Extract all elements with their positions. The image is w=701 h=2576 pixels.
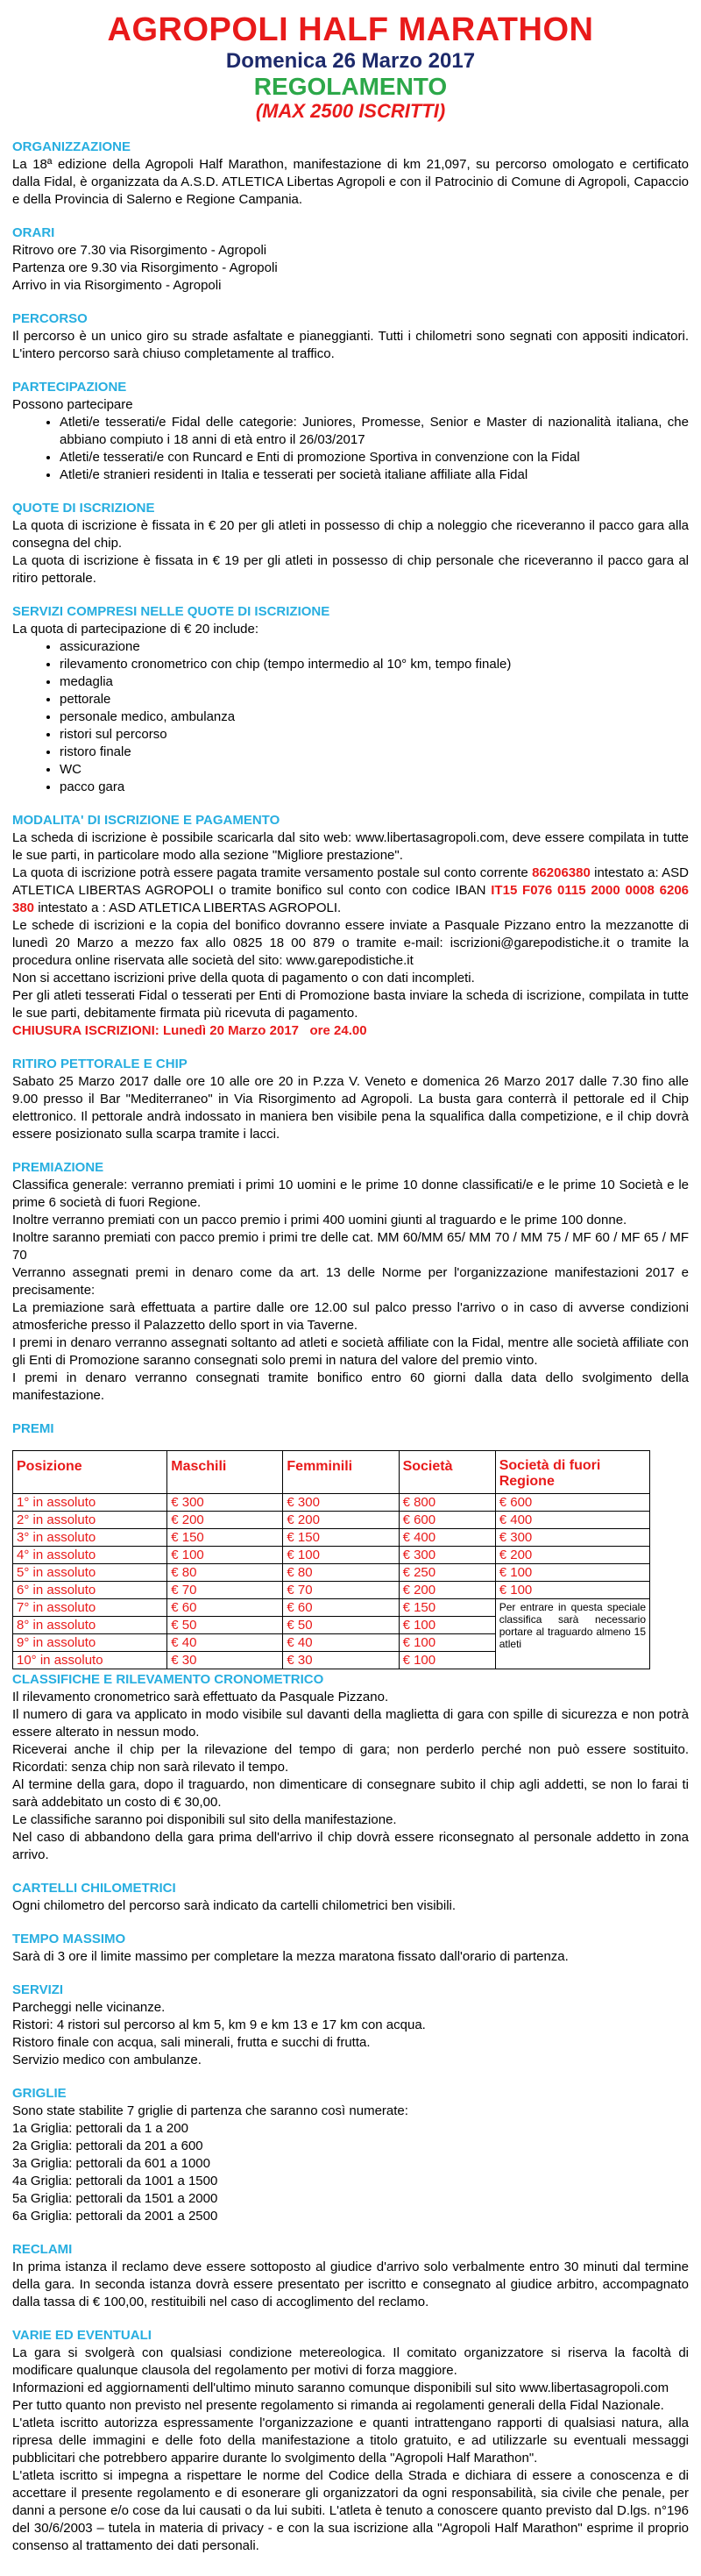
- table-cell: € 60: [167, 1599, 283, 1617]
- table-cell: € 600: [495, 1494, 649, 1512]
- table-cell: € 100: [399, 1634, 495, 1652]
- section-text: Le classifiche saranno poi disponibili sul sito della manifestazione.: [12, 1812, 397, 1827]
- table-cell: € 200: [167, 1512, 283, 1529]
- section-text: L'atleta iscritto autorizza espressamente l'organizzazione e quanti intrattengano rapporti di qualsiasi natura, alla ripresa delle immagini e delle foto della manifestazione a titolo gratuito, e ad utilizzarle su eventuali messaggi pubblicitari che potrebbero apparire durante lo svolgimento della "Agropoli Half Marathon".: [12, 2416, 689, 2466]
- table-cell: € 50: [167, 1617, 283, 1634]
- table-cell: € 100: [283, 1547, 399, 1564]
- list-item: • Atleti/e stranieri residenti in Italia e tesserati per società italiane affiliate alla Fidal: [60, 466, 689, 484]
- section-heading: CLASSIFICHE E RILEVAMENTO CRONOMETRICO: [12, 1672, 324, 1687]
- table-cell: € 40: [167, 1634, 283, 1652]
- list-item: • WC: [60, 761, 689, 779]
- table-row: [13, 1512, 650, 1529]
- text-run: intestato a : ASD ATLETICA LIBERTAS AGROPOLI.: [34, 900, 342, 915]
- section-heading: PARTECIPAZIONE: [12, 380, 127, 395]
- text-run: La quota di iscrizione potrà essere pagata tramite versamento postale sul conto corrente: [12, 865, 533, 880]
- section-heading: TEMPO MASSIMO: [12, 1932, 126, 1946]
- orari-line: Arrivo in via Risorgimento - Agropoli: [12, 278, 222, 293]
- table-cell: € 150: [399, 1599, 495, 1617]
- list-item: • pettorale: [60, 691, 689, 708]
- section-text: Per gli atleti tesserati Fidal o tesserati per Enti di Promozione basta inviare la scheda di iscrizione, compilata in tutte le sue parti, debitamente firmata più ricevuta di pagamento.: [12, 988, 689, 1021]
- griglia-line: 2a Griglia: pettorali da 201 a 600: [12, 2138, 203, 2153]
- section-intro: La quota di partecipazione di € 20 include:: [12, 622, 259, 637]
- section-heading: RECLAMI: [12, 2242, 73, 2257]
- table-cell: € 200: [399, 1582, 495, 1599]
- table-cell: 2° in assoluto: [13, 1512, 167, 1529]
- servizi-line: Servizio medico con ambulanze.: [12, 2053, 202, 2067]
- section-text: La scheda di iscrizione è possibile scaricarla dal sito web: www.libertasagropoli.com, deve essere compilata in tutte le sue parti, in particolare modo alla sezione "Migliore prestazione".: [12, 830, 689, 863]
- section-heading: VARIE ED EVENTUALI: [12, 2328, 152, 2343]
- section-text: I premi in denaro verranno assegnati soltanto ad atleti e società affiliate con la Fidal, mentre alle società affiliate con gli Enti di Promozione saranno consegnati solo premi in natura del valore del premio vinto.: [12, 1335, 689, 1368]
- table-cell: € 100: [495, 1582, 649, 1599]
- section-heading: RITIRO PETTORALE E CHIP: [12, 1057, 188, 1071]
- list-item: • rilevamento cronometrico con chip (tempo intermedio al 10° km, tempo finale): [60, 656, 689, 673]
- quote-line: La quota di iscrizione è fissata in € 19 per gli atleti in possesso di chip personale che riceveranno il pacco gara al ritiro pettorale.: [12, 553, 689, 586]
- section-text: L'atleta iscritto si impegna a rispettare le norme del Codice della Strada e dichiara di essere a conoscenza e di accettare il presente regolamento e di esonerare gli organizzatori da ogni responsabilità, sia civile che penale, per danni a persone e/o cose da lui causati o da lui subiti. L'atleta è tenuto a conoscere quanto previsto dal D.lgs. n°196 del 30/6/2003 – tutela in materia di privacy - e con la sua iscrizione alla "Agropoli Half Marathon" esprime il proprio consenso al trattamento dei dati personali.: [12, 2468, 689, 2553]
- table-cell: € 250: [399, 1564, 495, 1582]
- table-cell: € 80: [167, 1564, 283, 1582]
- section-text: I premi in denaro verranno consegnati tramite bonifico entro 60 giorni dalla data dello svolgimento della manifestazione.: [12, 1370, 689, 1403]
- column-header: Società: [399, 1451, 495, 1494]
- section-text: Verranno assegnati premi in denaro come da art. 13 delle Norme per l'organizzazione manifestazioni 2017 e precisamente:: [12, 1265, 689, 1298]
- prize-table: [12, 1450, 650, 1669]
- section-text: La 18ª edizione della Agropoli Half Marathon, manifestazione di km 21,097, su percorso omologato e certificato dalla Fidal, è organizzata da A.S.D. ATLETICA Libertas Agropoli e con il Patrocinio di Comune di Agropoli, Capaccio e della Provincia di Salerno e Regione Campania.: [12, 157, 689, 207]
- section-text: Il percorso è un unico giro su strade asfaltate e pianeggianti. Tutti i chilometri sono segnati con appositi indicatori. L'intero percorso sarà chiuso completamente al traffico.: [12, 329, 689, 361]
- section-text: In prima istanza il reclamo deve essere sottoposto al giudice d'arrivo solo verbalmente entro 30 minuti dal termine della gara. In seconda istanza dovrà essere presentato per iscritto e consegnato al giudice arbitro, accompagnato dalla tassa di € 100,00, restituibili nel caso di accoglimento del reclamo.: [12, 2259, 689, 2309]
- section-text: Inoltre saranno premiati con pacco premio i primi tre delle cat. MM 60/MM 65/ MM 70 / MM 75 / MF 60 / MF 65 / MF 70: [12, 1230, 689, 1263]
- griglia-line: 4a Griglia: pettorali da 1001 a 1500: [12, 2174, 218, 2188]
- griglia-line: 3a Griglia: pettorali da 601 a 1000: [12, 2156, 210, 2171]
- orari-line: Ritrovo ore 7.30 via Risorgimento - Agropoli: [12, 243, 267, 258]
- section-heading: SERVIZI COMPRESI NELLE QUOTE DI ISCRIZIONE: [12, 604, 330, 619]
- table-cell: € 30: [167, 1652, 283, 1669]
- table-cell: € 30: [283, 1652, 399, 1669]
- section-premiazione: [12, 1159, 689, 1405]
- column-header: Posizione: [13, 1451, 167, 1494]
- table-cell: € 800: [399, 1494, 495, 1512]
- section-heading: SERVIZI: [12, 1982, 64, 1997]
- section-classifiche: [12, 1671, 689, 1864]
- section-text: Sarà di 3 ore il limite massimo per completare la mezza maratona fissato dall'orario di partenza.: [12, 1949, 569, 1964]
- table-note: Per entrare in questa speciale classifica sarà necessario portare al traguardo almeno 15 atleti: [495, 1599, 649, 1669]
- postal-account-number: 86206380: [532, 865, 591, 880]
- table-cell: € 150: [167, 1529, 283, 1547]
- table-cell: € 300: [495, 1529, 649, 1547]
- table-cell: € 40: [283, 1634, 399, 1652]
- section-heading: PERCORSO: [12, 311, 88, 326]
- table-row: [13, 1582, 650, 1599]
- section-text: Ogni chilometro del percorso sarà indicato da cartelli chilometrici ben visibili.: [12, 1898, 457, 1913]
- section-text: Inoltre verranno premiati con un pacco premio i primi 400 uomini giunti al traguardo e le prime 100 donne.: [12, 1213, 627, 1228]
- list-item: • medaglia: [60, 673, 689, 691]
- list-item: • assicurazione: [60, 638, 689, 656]
- table-cell: € 60: [283, 1599, 399, 1617]
- table-cell: 9° in assoluto: [13, 1634, 167, 1652]
- section-modalita: [12, 812, 689, 1040]
- table-cell: 3° in assoluto: [13, 1529, 167, 1547]
- partecipazione-list: [12, 414, 689, 484]
- section-organizzazione: [12, 139, 689, 209]
- griglia-line: 1a Griglia: pettorali da 1 a 200: [12, 2121, 188, 2136]
- griglia-line: 6a Griglia: pettorali da 2001 a 2500: [12, 2209, 218, 2224]
- section-tempo-massimo: [12, 1931, 689, 1966]
- section-intro: Possono partecipare: [12, 397, 133, 412]
- table-header-row: [13, 1451, 650, 1494]
- orari-line: Partenza ore 9.30 via Risorgimento - Agropoli: [12, 260, 278, 275]
- section-text: Non si accettano iscrizioni prive della quota di pagamento o con dati incompleti.: [12, 971, 475, 986]
- prize-table-body: [13, 1494, 650, 1669]
- section-text: Nel caso di abbandono della gara prima dell'arrivo il chip dovrà essere riconsegnato al personale addetto in zona arrivo.: [12, 1830, 689, 1862]
- griglia-line: 5a Griglia: pettorali da 1501 a 2000: [12, 2191, 218, 2206]
- table-cell: € 100: [167, 1547, 283, 1564]
- section-servizi-quote: [12, 603, 689, 796]
- section-servizi: [12, 1982, 689, 2069]
- section-premi: [12, 1420, 689, 1669]
- section-text: Classifica generale: verranno premiati i primi 10 uomini e le prime 10 donne classificati/e e le prime 10 Società e le prime 6 società di fuori Regione.: [12, 1178, 689, 1210]
- section-text: Per tutto quanto non previsto nel presente regolamento si rimanda ai regolamenti generali della Fidal Nazionale.: [12, 2398, 664, 2413]
- page-title: AGROPOLI HALF MARATHON: [107, 11, 594, 48]
- section-cartelli: [12, 1880, 689, 1915]
- table-cell: € 200: [283, 1512, 399, 1529]
- table-cell: € 100: [399, 1652, 495, 1669]
- section-heading: ORGANIZZAZIONE: [12, 139, 131, 154]
- table-cell: € 150: [283, 1529, 399, 1547]
- section-text: La premiazione sarà effettuata a partire dalle ore 12.00 sul palco presso l'arrivo o in caso di avverse condizioni atmosferiche presso il Palazzetto dello sport in via Taverne.: [12, 1300, 689, 1333]
- section-heading: PREMI: [12, 1421, 54, 1436]
- section-intro: Sono state stabilite 7 griglie di partenza che saranno così numerate:: [12, 2103, 408, 2118]
- section-text: La gara si svolgerà con qualsiasi condizione metereologica. Il comitato organizzatore si riserva la facoltà di modificare qualunque clausola del regolamento per motivi di forza maggiore.: [12, 2345, 689, 2378]
- table-cell: € 100: [495, 1564, 649, 1582]
- table-cell: € 50: [283, 1617, 399, 1634]
- section-varie: [12, 2327, 689, 2555]
- section-orari: [12, 224, 689, 295]
- servizi-list: [12, 638, 689, 796]
- section-heading: GRIGLIE: [12, 2086, 67, 2101]
- table-cell: € 300: [283, 1494, 399, 1512]
- section-heading: MODALITA' DI ISCRIZIONE E PAGAMENTO: [12, 813, 280, 828]
- payment-text: [12, 865, 689, 917]
- max-participants: (MAX 2500 ISCRITTI): [255, 100, 446, 122]
- section-text: Sabato 25 Marzo 2017 dalle ore 10 alle ore 20 in P.zza V. Veneto e domenica 26 Marzo 2017 dalle 7.30 fino alle 9.00 presso il Bar "Mediterraneo" in Via Risorgimento ad Agropoli. La busta gara conterrà il pettorale ed il Chip elettronico. Il pettorale andrà indossato in maniera ben visibile pena la squalifica dalla competizione, e il chip dovrà essere posizionato sulla scarpa tramite i lacci.: [12, 1074, 689, 1142]
- table-cell: 1° in assoluto: [13, 1494, 167, 1512]
- document-subtitle: REGOLAMENTO: [253, 73, 448, 100]
- column-header: Società di fuori Regione: [495, 1451, 649, 1494]
- registration-deadline: CHIUSURA ISCRIZIONI: Lunedì 20 Marzo 2017 ore 24.00: [12, 1023, 367, 1038]
- table-row: [13, 1529, 650, 1547]
- iban-code: IT15 F076 0115 2000 0008 6206 380: [12, 883, 689, 915]
- event-date: Domenica 26 Marzo 2017: [225, 49, 476, 73]
- text-run: intestato a: ASD ATLETICA LIBERTAS AGROPOLI o tramite bonifico sul conto con codice IBAN: [12, 865, 689, 898]
- table-cell: 6° in assoluto: [13, 1582, 167, 1599]
- section-partecipazione: [12, 379, 689, 484]
- table-cell: € 80: [283, 1564, 399, 1582]
- section-text: Il rilevamento cronometrico sarà effettuato da Pasquale Pizzano.: [12, 1690, 389, 1704]
- section-heading: CARTELLI CHILOMETRICI: [12, 1881, 176, 1896]
- section-text: Le schede di iscrizioni e la copia del bonifico dovranno essere inviate a Pasquale Pizzano entro la mezzanotte di lunedì 20 Marzo a mezzo fax allo 0825 18 00 879 o tramite e-mail: iscrizioni@garepodistiche.it o tramite la procedura online riservata alle società del sito: www.garepodistiche.it: [12, 918, 689, 968]
- list-item: • ristoro finale: [60, 744, 689, 761]
- table-cell: € 400: [399, 1529, 495, 1547]
- column-header: Maschili: [167, 1451, 283, 1494]
- table-cell: 10° in assoluto: [13, 1652, 167, 1669]
- table-cell: € 70: [283, 1582, 399, 1599]
- section-reclami: [12, 2241, 689, 2311]
- section-text: Il numero di gara va applicato in modo visibile sul davanti della maglietta di gara con spille di sicurezza e non potrà essere alterato in nessun modo.: [12, 1707, 689, 1740]
- quote-line: La quota di iscrizione è fissata in € 20 per gli atleti in possesso di chip a noleggio che riceveranno il pacco gara alla consegna del chip.: [12, 518, 689, 551]
- table-cell: € 300: [399, 1547, 495, 1564]
- table-cell: 5° in assoluto: [13, 1564, 167, 1582]
- table-row: [13, 1564, 650, 1582]
- servizi-line: Parcheggi nelle vicinanze.: [12, 2000, 166, 2015]
- table-cell: 7° in assoluto: [13, 1599, 167, 1617]
- table-cell: € 70: [167, 1582, 283, 1599]
- section-percorso: [12, 310, 689, 363]
- list-item: • ristori sul percorso: [60, 726, 689, 744]
- section-heading: QUOTE DI ISCRIZIONE: [12, 501, 155, 516]
- section-text: Informazioni ed aggiornamenti dell'ultimo minuto saranno comunque disponibili sul sito www.libertasagropoli.com: [12, 2380, 669, 2395]
- table-row: [13, 1494, 650, 1512]
- table-row: [13, 1547, 650, 1564]
- section-heading: ORARI: [12, 225, 55, 240]
- table-cell: 8° in assoluto: [13, 1617, 167, 1634]
- section-text: Al termine della gara, dopo il traguardo, non dimenticare di consegnare subito il chip agli addetti, se non lo farai ti sarà addebitato un costo di € 30,00.: [12, 1777, 689, 1810]
- table-cell: € 400: [495, 1512, 649, 1529]
- section-ritiro: [12, 1056, 689, 1143]
- list-item: • personale medico, ambulanza: [60, 708, 689, 726]
- table-cell: € 600: [399, 1512, 495, 1529]
- table-row: [13, 1599, 650, 1617]
- table-cell: € 300: [167, 1494, 283, 1512]
- section-griglie: [12, 2085, 689, 2225]
- column-header: Femminili: [283, 1451, 399, 1494]
- section-quote: [12, 500, 689, 587]
- list-item: • Atleti/e tesserati/e con Runcard e Enti di promozione Sportiva in convenzione con la Fidal: [60, 449, 689, 466]
- table-cell: € 100: [399, 1617, 495, 1634]
- list-item: • Atleti/e tesserati/e Fidal delle categorie: Juniores, Promesse, Senior e Master di nazionalità italiana, che abbiano compiuto i 18 anni di età entro il 26/03/2017: [60, 414, 689, 449]
- table-cell: 4° in assoluto: [13, 1547, 167, 1564]
- section-heading: PREMIAZIONE: [12, 1160, 104, 1175]
- table-cell: € 200: [495, 1547, 649, 1564]
- document-header: [12, 11, 689, 123]
- servizi-line: Ristoro finale con acqua, sali minerali, frutta e succhi di frutta.: [12, 2035, 371, 2050]
- list-item: • pacco gara: [60, 779, 689, 796]
- servizi-line: Ristori: 4 ristori sul percorso al km 5, km 9 e km 13 e 17 km con acqua.: [12, 2017, 426, 2032]
- section-text: Riceverai anche il chip per la rilevazione del tempo di gara; non perderlo perché non può essere sostituito. Ricordati: senza chip non sarà rilevato il tempo.: [12, 1742, 689, 1775]
